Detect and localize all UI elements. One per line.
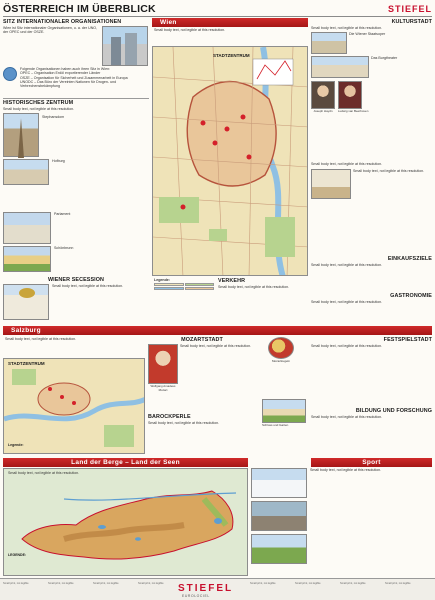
secession-heading: WIENER SECESSION [47, 277, 105, 283]
vienna-city-map [152, 46, 308, 276]
mozartkugeln-caption: Mozartkugeln [271, 359, 290, 363]
org-list-item: UNODC – Das Büro der Vereinten Nationen für Drogen- und Verbrechensbekämpfung [20, 79, 117, 89]
mozartkugeln-block [258, 337, 304, 397]
mozartstadt-section [148, 337, 256, 413]
salzburg-map-label: STADTZENTRUM [8, 361, 45, 366]
schoenbrunn-photo [3, 246, 51, 272]
gastronomie-text: Small body text, not legible at this resolution. [311, 300, 383, 304]
museum-block [311, 162, 432, 254]
haydn-portrait [311, 81, 335, 109]
festspielstadt-text: Small body text, not legible at this resolution. [311, 344, 383, 348]
bildung-text: Small body text, not legible at this resolution. [311, 415, 383, 419]
footer-logo: STIEFEL [178, 583, 234, 594]
museum-text: Small body text, not legible at this resolution. [311, 162, 383, 166]
mozart-caption: Wolfgang Amadeus Mozart [150, 384, 176, 393]
section-bar-label: Sport [362, 459, 381, 466]
footer-address: Small print, not legible [340, 582, 366, 585]
einkauf-section [311, 256, 432, 292]
org-list-item: OPEC – Organisation Erdöl exportierender Länder [20, 71, 101, 76]
haydn-caption: Joseph Haydn [313, 109, 333, 114]
organisations-heading: SITZ INTERNATIONALER ORGANISATIONEN [3, 19, 122, 25]
parliament-block [3, 212, 149, 276]
einkauf-text: Small body text, not legible at this resolution. [311, 263, 383, 267]
publisher-logo: STIEFEL [387, 4, 432, 14]
legend-swatch [185, 287, 215, 290]
salzburg-legend-title: Legende: [8, 443, 24, 447]
hellbrunn-caption: Schloss und Garten [262, 423, 289, 427]
bildung-section [311, 408, 432, 458]
verkehr-text: Small body text, not legible at this resolution. [218, 285, 290, 289]
mozartkugeln-photo [268, 337, 294, 359]
footer-address: Small print, not legible [48, 582, 74, 585]
barockperle-section [148, 414, 260, 462]
legend-swatch [154, 287, 184, 290]
gastronomie-heading: GASTRONOMIE [390, 293, 432, 299]
kulturstadt-section [311, 19, 432, 159]
footer-address: Small print, not legible [138, 582, 164, 585]
landscape-intro: Small body text, not legible at this resolution. [8, 471, 80, 475]
salzburg-map-graphic [4, 359, 145, 454]
secession-photo [3, 284, 49, 320]
org-list-item: Folgende Organisationen haben auch ihren Sitz in Wien: [20, 67, 111, 71]
staatsoper-caption: Die Wiener Staatsoper [349, 32, 386, 37]
footer [0, 578, 435, 600]
un-emblem-icon [3, 67, 17, 81]
burgtheater-caption: Das Burgtheater [371, 56, 398, 61]
salzburg-city-map [3, 358, 145, 454]
section-bar-wien [152, 18, 308, 27]
stephansdom-photo [3, 113, 39, 157]
header-rule [3, 16, 432, 17]
mozart-portrait [148, 344, 178, 384]
section-bar-landscape [3, 458, 248, 467]
hofburg-photo [3, 159, 49, 185]
beethoven-caption: Ludwig van Beethoven [338, 109, 369, 114]
kulturstadt-text: Small body text, not legible at this resolution. [311, 26, 383, 30]
bildung-heading: BILDUNG UND FORSCHUNG [355, 408, 432, 414]
beethoven-portrait [338, 81, 362, 109]
page-title: ÖSTERREICH IM ÜBERBLICK [3, 3, 156, 15]
barockperle-heading: BAROCKPERLE [148, 414, 191, 420]
historic-center-heading: HISTORISCHES ZENTRUM [3, 100, 74, 106]
austria-map-graphic [4, 469, 248, 576]
austria-relief-map [3, 468, 248, 576]
sport-section [251, 468, 432, 576]
verkehr-section [218, 278, 308, 312]
legend-swatch [154, 283, 184, 286]
sport-photo-climbing [251, 501, 307, 531]
hellbrunn-block [262, 399, 308, 435]
barockperle-text: Small body text, not legible at this resolution. [148, 421, 220, 425]
hofreitschule-text: Small body text, not legible at this resolution. [353, 169, 425, 174]
footer-address: Small print, not legible [250, 582, 276, 585]
org-list-item: OSZE – Organisation für Sicherheit und Zusammenarbeit in Europa [20, 75, 128, 80]
legend-swatch [185, 283, 215, 286]
section-bar-salzburg [3, 326, 432, 335]
hofburg-caption: Hofburg [52, 159, 65, 164]
vienna-map-graphic [153, 47, 308, 276]
footer-subtitle: EUROLOCIEL [182, 594, 210, 598]
festspielstadt-heading: FESTSPIELSTADT [383, 337, 432, 343]
historic-center-text: Small body text, not legible at this resolution. [3, 107, 75, 111]
festspielstadt-section [311, 337, 432, 407]
hellbrunn-photo [262, 399, 306, 423]
parliament-photo [3, 212, 51, 244]
header [3, 2, 432, 16]
footer-address: Small print, not legible [295, 582, 321, 585]
section-bar-label: Land der Berge – Land der Seen [71, 459, 180, 466]
footer-address: Small print, not legible [3, 582, 29, 585]
sport-photo-biking [251, 534, 307, 564]
burgtheater-photo [311, 56, 369, 78]
vienna-map-label: STADTZENTRUM [213, 53, 250, 58]
staatsoper-photo [311, 32, 347, 54]
uno-city-photo [102, 26, 148, 66]
parliament-caption: Parlament [54, 212, 71, 216]
einkauf-heading: EINKAUFSZIELE [387, 256, 432, 262]
vienna-legend [154, 278, 214, 308]
salzburg-intro: Small body text, not legible at this resolution. [5, 337, 77, 341]
hofreitschule-photo [311, 169, 351, 199]
landscape-legend-title: LEGENDE: [8, 553, 27, 557]
historic-center-section [3, 96, 149, 211]
kulturstadt-heading: KULTURSTADT [391, 19, 432, 25]
organisations-section [3, 19, 149, 95]
mozartstadt-heading: MOZARTSTADT [181, 337, 223, 343]
footer-address: Small print, not legible [385, 582, 411, 585]
sport-text: Small body text, not legible at this resolution. [310, 468, 382, 472]
sport-photo-ski [251, 468, 307, 498]
vienna-legend-title: Legende: [154, 278, 170, 282]
organisations-text: Wien ist Sitz internationaler Organisationen, u. a. der UNO, der OPEC und der OSZE. [3, 26, 98, 35]
vienna-intro: Small body text, not legible at this resolution. [154, 28, 226, 32]
section-bar-sport [311, 458, 432, 467]
secession-text: Small body text, not legible at this resolution. [52, 284, 124, 288]
stephansdom-caption: Stephansdom [42, 115, 65, 120]
mozartstadt-text: Small body text, not legible at this resolution. [180, 344, 252, 348]
schoenbrunn-caption: Schönbrunn [54, 246, 74, 250]
section-bar-label: Wien [160, 19, 177, 26]
secession-section [3, 277, 149, 333]
verkehr-heading: VERKEHR [218, 278, 246, 284]
footer-address: Small print, not legible [93, 582, 119, 585]
section-bar-label: Salzburg [11, 327, 41, 334]
